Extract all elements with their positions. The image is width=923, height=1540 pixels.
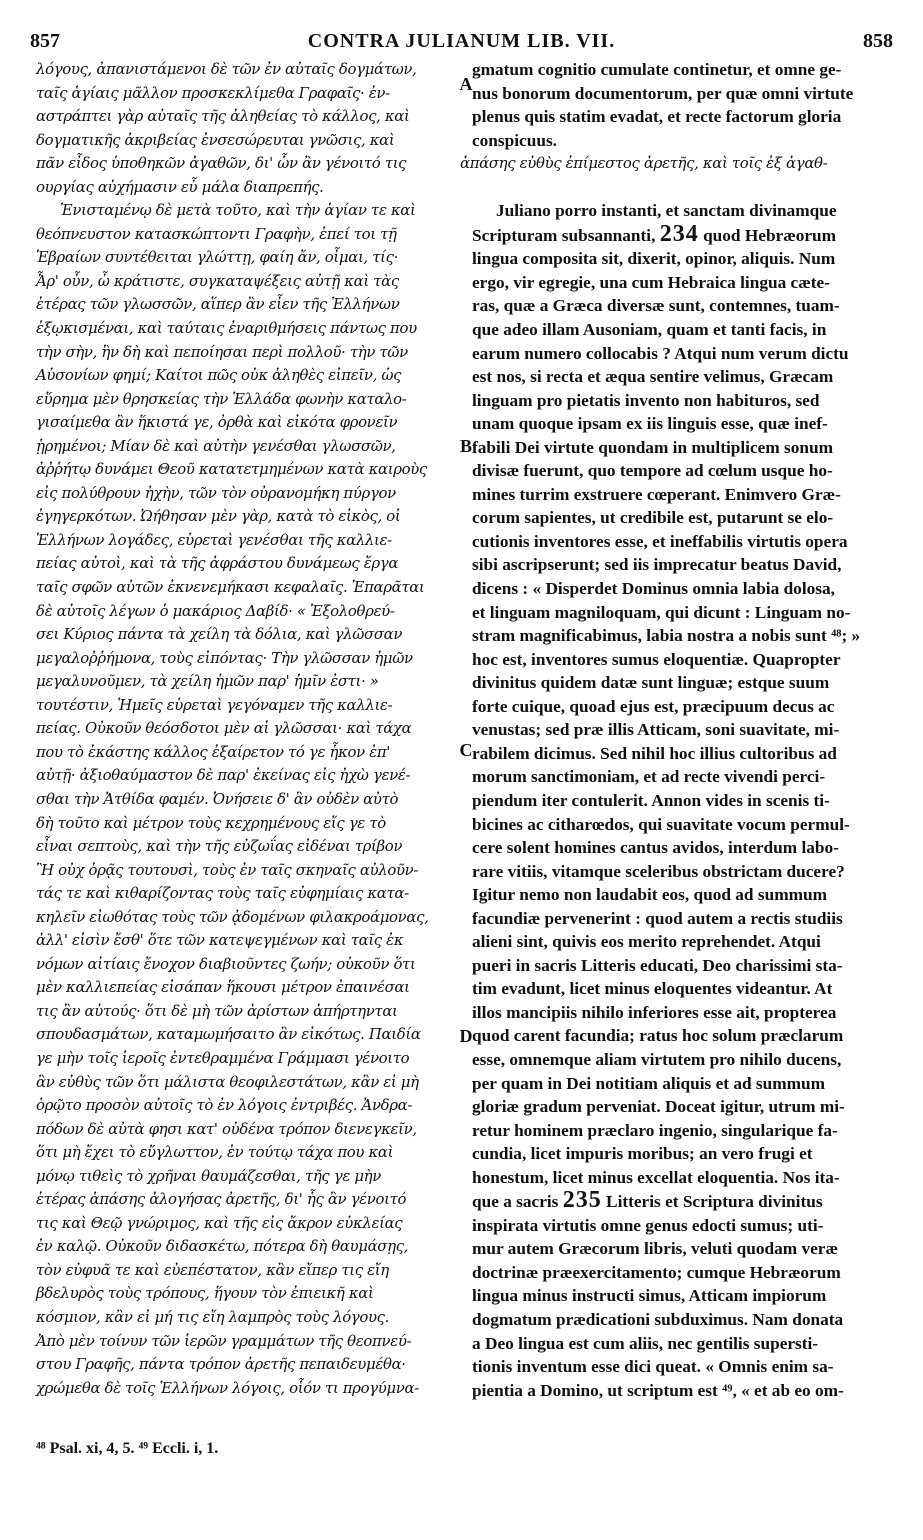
greek-line: Αὐσονίων φημί; Καίτοι πῶς οὐκ ἀληθὲς εἰπεῖν, ὡς [36, 366, 402, 385]
greek-line: τὸν εὐφυᾶ τε καὶ εὐεπέστατον, κἂν εἴπερ τις εἴη [36, 1260, 389, 1279]
greek-line: τάς τε καὶ κιθαρίζοντας τοὺς ταῖς εὐφημίαις κατα- [36, 884, 409, 903]
latin-line: quod carent facundia; ratus hoc solum præclarum [472, 1026, 844, 1046]
latin-line: cere solent homines cantus avidos, interdum labo- [472, 838, 839, 858]
greek-line: τις καὶ Θεῷ γνώριμος, καὶ τῆς εἰς ἄκρον εὐκλείας [36, 1213, 403, 1232]
latin-line: lingua composita sit, dixerit, opinor, aliquis. Num [472, 249, 836, 269]
latin-line: pientia a Domino, ut scriptum est ⁴⁹, « et ab eo om- [472, 1380, 844, 1400]
greek-line: δογματικῆς ἀκριβείας ἐνσεσώρευται γνῶσις, καὶ [36, 130, 395, 149]
greek-line: μὲν καλλιεπείας εἰσάπαν ἥκουσι μέτρον ἐπαινέσαι [36, 978, 410, 997]
greek-line: ἑτέρας τῶν γλωσσῶν, αἵπερ ἂν εἶεν τῆς Ἑλλήνων [36, 295, 400, 314]
greek-line: μεγαλοῤῥήμονα, τοὺς εἰπόντας· Τὴν γλῶσσαν ἡμῶν [36, 648, 413, 667]
latin-line: bicines ac citharœdos, qui suavitate vocum permul- [472, 814, 850, 834]
latin-column [472, 58, 892, 1402]
greek-line: ἀῤῥήτῳ δυνάμει Θεοῦ κατατετμημένων κατὰ καιροὺς [36, 460, 427, 479]
latin-line: pueri in sacris Litteris educati, Deo charissimi sta- [472, 955, 843, 975]
greek-line: μεγαλυνοῦμεν, τὰ χείλη ἡμῶν παρ' ἡμῖν ἐστι· » [36, 672, 379, 691]
latin-line: facundiæ pervenerint : quod autem a rectis studiis [472, 908, 843, 928]
greek-line: τουτέστιν, Ἡμεῖς εὑρεταὶ γεγόναμεν τῆς καλλιε- [36, 695, 393, 714]
greek-line: σπουδασμάτων, καταμωμήσαιτο ἂν εἰκότως. Παιδία [36, 1025, 421, 1044]
margin-marker-a: A [459, 74, 473, 94]
greek-line: ἑτέρας ἁπάσης ἀλογήσας ἀρετῆς, δι' ἧς ἂν γένοιτό [36, 1190, 407, 1209]
column-number-234: 234 [659, 220, 699, 247]
latin-line: esse, omnemque aliam virtutem pro nihilo ducens, [472, 1049, 842, 1069]
latin-line [472, 1189, 892, 1214]
page-number-right: 858 [863, 30, 893, 52]
latin-line: sibi ascripserunt; sed iis imprecatur beatus David, [472, 555, 842, 575]
greek-line: τις ἂν αὐτούς· ὅτι δὲ μὴ τῶν ἀρίστων ἀπήρτηνται [36, 1001, 398, 1020]
latin-line: nus bonorum documentorum, per quæ omni virtute [472, 83, 854, 103]
column-number-235: 235 [562, 1187, 602, 1214]
greek-line: σθαι τὴν Ἀτθίδα φαμέν. Ὀνήσειε δ' ἂν οὐδὲν αὐτὸ [36, 789, 399, 808]
greek-line: κηλεῖν εἰωθότας τοὺς τῶν ᾀδομένων φιλακροάμονας, [36, 907, 429, 926]
greek-line: δὲ αὐτοῖς λέγων ὁ μακάριος Δαβίδ· « Ἐξολοθρεύ- [36, 601, 395, 620]
greek-line: αὐτῇ· ἀξιοθαύμαστον δὲ παρ' ἐκείνας εἰς ἠχὼ γενέ- [36, 766, 411, 785]
latin-line: honestum, licet minus excellat eloquentia. Nos ita- [472, 1167, 840, 1187]
greek-line: γισαίμεθα ἂν ἥκιστά γε, ὀρθὰ καὶ εἰκότα φρονεῖν [36, 413, 398, 432]
latin-line: earum numero collocabis ? Atqui num verum dictu [472, 343, 849, 363]
greek-line: αστράπτει γὰρ αὐταῖς τῆς ἀληθείας τὸ κάλλος, καὶ [36, 107, 410, 126]
latin-line: piendum iter contulerit. Annon vides in scenis ti- [472, 790, 830, 810]
latin-line: mines turrim exstruere cœperant. Enimvero Græ- [472, 484, 841, 504]
latin-line: unam quoque ipsam ex iis linguis esse, quæ inef- [472, 414, 828, 434]
greek-line: δὴ τοῦτο καὶ μέτρον τοὺς κεχρημένους εἴς γε τὸ [36, 813, 386, 832]
page-number-left: 857 [30, 30, 60, 52]
latin-line: que adeo illam Ausoniam, quam et tanti facis, in [472, 320, 827, 340]
greek-line: ἐγηγερκότων. Ὠήθησαν μὲν γὰρ, κατὰ τὸ εἰκὸς, οἱ [36, 507, 401, 526]
margin-marker-c: C [459, 740, 473, 760]
latin-line: stram magnificabimus, labia nostra a nobis sunt ⁴⁸; » [472, 626, 861, 646]
latin-line: et linguam magniloquam, qui dicunt : Linguam no- [472, 602, 851, 622]
greek-line: βδελυρὸς τοὺς τρόπους, ἥγουν τὸν ἐπιεικῆ καὶ [36, 1284, 374, 1303]
greek-line: πόδων δὲ αὐτὰ φησι κατ' οὐδένα τρόπον διενεγκεῖν, [36, 1119, 417, 1138]
latin-line-text: Scripturam subsannanti, [472, 225, 656, 245]
latin-line: rare vitiis, vitamque sceleribus obstrictam ducere? [472, 861, 845, 881]
greek-line: θεόπνευστον κατασκώπτοντι Γραφὴν, ἐπεί τοι τῇ [36, 224, 397, 243]
latin-line [472, 220, 892, 248]
latin-line: alieni sint, quivis eos merito reprehendet. Atqui [472, 932, 821, 952]
greek-line: Ἐνισταμένῳ δὲ μετὰ τοῦτο, καὶ τὴν ἁγίαν τε καὶ [60, 201, 416, 220]
latin-line: venustas; sed præ illis Atticam, soni suavitate, mi- [472, 720, 840, 740]
greek-line: εἶναι σεπτοὺς, καὶ τὴν τῆς εὐζωΐας εἰδέναι τρίβον [36, 837, 403, 856]
greek-line: στου Γραφῆς, πάντα τρόπον ἀρετῆς πεπαιδευμέθα· [36, 1355, 406, 1374]
latin-line: divisæ fuerunt, quo tempore ad cœlum usque ho- [472, 461, 833, 481]
greek-line: Ἆρ' οὖν, ὦ κράτιστε, συγκαταψέξεις αὐτῇ καὶ τὰς [36, 271, 399, 290]
latin-line: lingua minus instructi simus, Atticam impiorum [472, 1286, 827, 1306]
margin-marker-d: D [459, 1026, 473, 1046]
latin-line: Igitur nemo non laudabit eos, quod ad summum [472, 885, 827, 905]
latin-line: morum sanctimoniam, et ad recte vivendi perci- [472, 767, 826, 787]
latin-line-text: Litteris et Scriptura divinitus [601, 1192, 823, 1212]
greek-line: που τὸ ἑκάστης κάλλος ἐξαίρετον τό γε ἧκον ἐπ' [36, 742, 390, 761]
latin-line: plenus quis statim evadat, et recte factorum gloria [472, 107, 842, 127]
latin-line: ergo, vir egregie, una cum Hebraica lingua cæte- [472, 272, 830, 292]
latin-line: cundia, licet impuris moribus; an vero frugi et [472, 1144, 813, 1164]
greek-line: ἐξῳκισμέναι, καὶ ταύταις ἐναριθμήσεις πάντως που [36, 319, 417, 338]
latin-line: linguam pro pietatis invento non habituros, sed [472, 390, 820, 410]
greek-line: εὕρημα μὲν θρησκείας τὴν Ἑλλάδα φωνὴν καταλο- [36, 389, 407, 408]
greek-line: λόγους, ἀπανιστάμενοι δὲ τῶν ἐν αὐταῖς δογμάτων, [36, 60, 417, 78]
greek-line: ἐν καλῷ. Οὐκοῦν διδασκέτω, πότερα δὴ θαυμάσῃς, [36, 1237, 409, 1256]
greek-line: ἂν εὐθὺς τῶν ὅτι μάλιστα θεοφιλεστάτων, κἂν εἰ μὴ [36, 1072, 419, 1091]
greek-line: τὴν σὴν, ἣν δὴ καὶ πεποίησαι περὶ πολλοῦ· τὴν τῶν [36, 342, 408, 361]
greek-line: νόμων αἰτίαις ἔνοχον διαβιοῦντες ζωήν; οὐκοῦν ὅτι [36, 954, 416, 973]
latin-line: gmatum cognitio cumulate continetur, et omne ge- [472, 60, 842, 79]
greek-line: πείας αὐτοὶ, καὶ τὰ τῆς ἀφράστου δυνάμεως ἔργα [36, 554, 399, 573]
greek-line: χρώμεθα δὲ τοῖς Ἑλλήνων λόγοις, οἷόν τι προγύμνα- [36, 1378, 419, 1397]
latin-line: divinitus quidem datæ sunt linguæ; estque suum [472, 673, 830, 693]
latin-line: retur hominem præclaro ingenio, singularique fa- [472, 1120, 838, 1140]
greek-line: Ἑβραίων συντέθειται γλώττῃ, φαίη ἄν, οἶμαι, τίς· [36, 248, 398, 267]
latin-line: per quam in Dei notitiam aliquis et ad summum [472, 1073, 826, 1093]
latin-line: inspirata virtutis omne genus edocti sumus; uti- [472, 1215, 824, 1235]
latin-line: forte cuique, quoad ejus est, præcipuum decus ac [472, 696, 835, 716]
greek-line: πείας. Οὐκοῦν θεόσδοτοι μὲν αἱ γλῶσσαι· καὶ τάχα [36, 719, 412, 738]
latin-line: gloriæ gradum perveniat. Doceat igitur, utrum mi- [472, 1097, 845, 1117]
greek-cross-tail: ἁπάσης εὐθὺς ἐπίμεστος ἀρετῆς, καὶ τοῖς ἐξ ἀγαθ- [460, 154, 828, 173]
greek-line: κόσμιον, κἂν εἰ μή τις εἴη λαμπρὸς τοὺς λόγους. [36, 1307, 390, 1326]
greek-line: σει Κύριος πάντα τὰ χείλη τὰ δόλια, καὶ γλῶσσαν [36, 625, 403, 644]
greek-line: ὁρῷτο προσὸν αὐτοῖς τὸ ἐν λόγοις ἐντριβές. Ἀνδρα- [36, 1096, 413, 1115]
greek-line: ὅτι μὴ ἔχει τὸ εὔγλωττον, ἐν τούτῳ τάχα που καὶ [36, 1143, 394, 1162]
latin-line: tionis inventum esse dici queat. « Omnis enim sa- [472, 1357, 834, 1377]
greek-line: πᾶν εἶδος ὑποθηκῶν ἀγαθῶν, δι' ὧν ἂν γένοιτό τις [36, 154, 407, 173]
latin-line: Juliano porro instanti, et sanctam divinamque [496, 201, 837, 221]
latin-line: est nos, si recta et æqua sentire velimus, Græcam [472, 367, 834, 387]
latin-line: mur autem Græcorum libris, veluti quodam veræ [472, 1239, 838, 1259]
greek-line: γε μὴν τοῖς ἱεροῖς ἐντεθραμμένα Γράμμασι γένοιτο [36, 1048, 410, 1067]
latin-line: rabilem dicimus. Sed nihil hoc illius cultoribus ad [472, 743, 837, 763]
greek-line: Ἢ οὐχ ὁρᾷς τουτουσὶ, τοὺς ἐν ταῖς σκηναῖς αὐλοῦν- [36, 860, 419, 879]
latin-line-text: que a sacris [472, 1192, 559, 1212]
greek-line: Ἑλλήνων λογάδες, εὑρεταὶ γενέσθαι τῆς καλλιε- [36, 530, 392, 549]
greek-line: ουργίας αὐχήμασιν εὖ μάλα διαπρεπής. [36, 177, 324, 196]
latin-line: conspicuus. [472, 130, 557, 150]
latin-line: illos mancipiis nihilo inferiores esse ait, propterea [472, 1002, 837, 1022]
latin-line: dogmatum prædicationi subduximus. Nam donata [472, 1309, 844, 1329]
greek-line: ἀλλ' εἰσὶν ἔσθ' ὅτε τῶν κατεψεγμένων καὶ ταῖς ἐκ [36, 931, 404, 950]
latin-line: tim evadunt, licet minus eloquentes videantur. At [472, 979, 833, 999]
latin-line: cutionis inventores esse, et ineffabilis virtutis opera [472, 531, 848, 551]
greek-line: ταῖς ἁγίαις μᾶλλον προσκεκλίμεθα Γραφαῖς· ἐν- [36, 83, 390, 102]
running-title: CONTRA JULIANUM LIB. VII. [307, 30, 616, 52]
page-header [30, 30, 893, 60]
latin-line: corum sapientes, ut credibile est, putarunt se elo- [472, 508, 834, 528]
latin-line-text: quod Hebræorum [698, 225, 837, 245]
margin-marker-b: B [459, 436, 472, 456]
latin-line: dicens : « Disperdet Dominus omnia labia dolosa, [472, 579, 835, 599]
latin-line: ras, quæ a Græca diversæ sunt, contemnes, tuam- [472, 296, 840, 316]
greek-line: ᾑρημένοι; Μίαν δὲ καὶ αὐτὴν γενέσθαι γλωσσῶν, [36, 436, 396, 455]
greek-line: ταῖς σφῶν αὐτῶν ἐκνενεμήκασι κεφαλαῖς. Ἐπαρᾶται [36, 578, 425, 597]
greek-line: Ἀπὸ μὲν τοίνυν τῶν ἱερῶν γραμμάτων τῆς θεοπνεύ- [36, 1331, 412, 1350]
latin-line: fabili Dei virtute quondam in multiplicem sonum [472, 437, 834, 457]
latin-line: a Deo lingua est cum aliis, nec gentilis supersti- [472, 1333, 819, 1353]
latin-gap [472, 152, 892, 199]
latin-line: hoc est, inventores sumus eloquentiæ. Quapropter [472, 649, 841, 669]
latin-line: doctrinæ præexercitamento; cumque Hebræorum [472, 1262, 841, 1282]
greek-line: εἰς πολύθρουν ἠχὴν, τῶν τὸν οὐρανομήκη πύργον [36, 483, 396, 502]
footnotes: ⁴⁸ Psal. xi, 4, 5. ⁴⁹ Eccli. i, 1. [36, 1440, 219, 1457]
greek-line: μόνῳ τιθεὶς τὸ χρῆναι θαυμάζεσθαι, τῆς γε μὴν [36, 1166, 381, 1185]
